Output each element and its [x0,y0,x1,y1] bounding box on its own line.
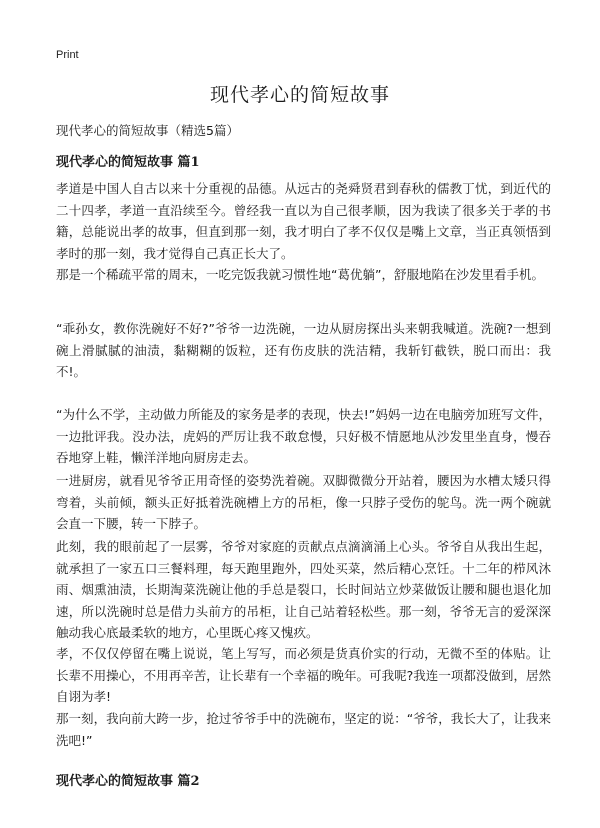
paragraph: 那是一个稀疏平常的周末，一吃完饭我就习惯性地“葛优躺”，舒服地陷在沙发里看手机。 [56,267,544,282]
paragraph: “乖孙女，教你洗碗好不好?”爷爷一边洗碗，一边从厨房探出头来朝我喊道。洗碗?一想到碗上滑腻腻的油渍，黏糊糊的饭粒，还有伤皮肤的洗洁精，我斩钉截铁，脱口而出：我不!。 [56,321,551,379]
section-heading-2: 现代孝心的简短故事 篇2 [56,774,200,789]
paragraph: 此刻，我的眼前起了一层雾，爷爷对家庭的贡献点点滴滴涌上心头。爷爷自从我出生起，就承担了一家五口三餐料理，每天跑里跑外，四处买菜，然后精心烹饪。十二年的栉风沐雨、烟熏油渍，长期淘菜洗碗让他的手总是裂口，长时间站立炒菜做饭让腰和腿也退化加速，所以洗碗时总是借力头前方的吊柜，让自己站着轻松些。那一刻，爷爷无言的爱深深触动我心底最柔软的地方，心里既心疼又愧疚。 [56,539,551,640]
paragraph: 孝道是中国人自古以来十分重视的品德。从远古的尧舜贤君到春秋的儒教丁忧，到近代的二十四孝，孝道一直沿续至今。曾经我一直以为自己很孝顺，因为我读了很多关于孝的书籍，总能说出孝的故事，但直到那一刻，我才明白了孝不仅仅是嘴上文章，当正真领悟到孝时的那一刻，我才觉得自己真正长大了。 [56,181,551,261]
paragraph: “为什么不学，主动做力所能及的家务是孝的表现，快去!”妈妈一边在电脑旁加班写文件，一边批评我。没办法，虎妈的严厉让我不敢怠慢，只好极不情愿地从沙发里坐直身，慢吞吞地穿上鞋，懒洋洋地向厨房走去。 [56,407,551,465]
paragraph: 一进厨房，就看见爷爷正用奇怪的姿势洗着碗。双脚微微分开站着，腰因为水槽太矮只得弯着，头前倾，额头正好抵着洗碗槽上方的吊柜，像一只脖子受伤的鸵鸟。洗一两个碗就会直一下腰，转一下脖子。 [56,473,551,531]
paragraph: 那一刻，我向前大跨一步，抢过爷爷手中的洗碗布，坚定的说：“爷爷，我长大了，让我来洗吧!” [56,711,551,748]
paragraph: 孝，不仅仅停留在嘴上说说，笔上写写，而必须是货真价实的行动，无微不至的体贴。让长辈不用操心，不用再辛苦，让长辈有一个幸福的晚年。可我呢?我连一项都没做到，居然自诩为孝! [56,646,551,704]
print-label: Print [56,49,79,61]
section-heading-1: 现代孝心的简短故事 篇1 [56,155,200,170]
page-title: 现代孝心的简短故事 [209,84,390,106]
document-subtitle: 现代孝心的简短故事（精选5篇） [56,123,239,138]
